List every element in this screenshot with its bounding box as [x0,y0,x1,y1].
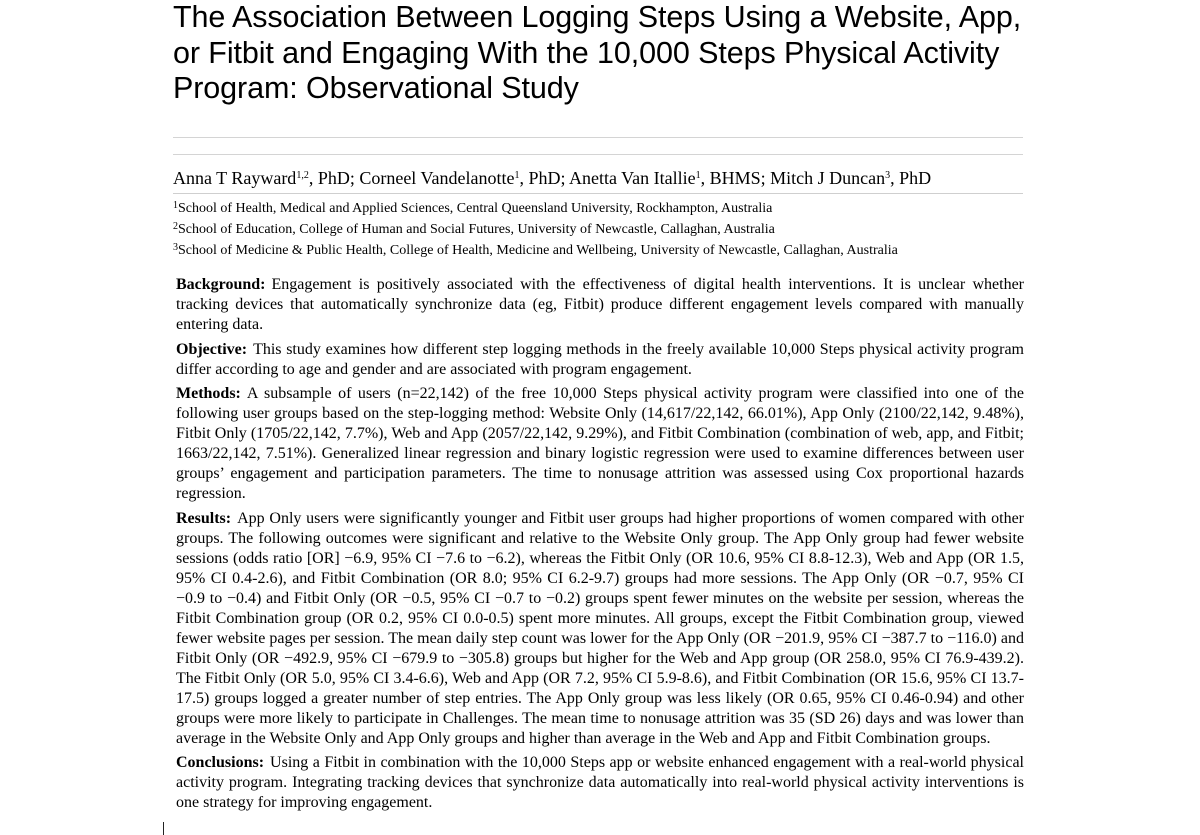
divider [173,154,1023,155]
affiliation-list [173,198,1053,261]
author-affiliation-marker: 1 [514,170,520,181]
author-name: Anna T Rayward [173,168,297,188]
author-affiliation-marker: 3 [885,170,891,181]
author-name: Mitch J Duncan [770,168,886,188]
affiliation-text: School of Medicine & Public Health, College of Health, Medicine and Wellbeing, University of Newcastle, Callaghan, Australia [178,243,898,258]
author-degree: , PhD; [308,168,360,188]
abstract-objective [176,340,1024,380]
affiliation-marker: 2 [173,221,178,232]
author-degree: , PhD; [519,168,569,188]
abstract-methods [176,384,1024,504]
affiliation-marker: 3 [173,242,178,253]
paper-title: The Association Between Logging Steps Using a Website, App, or Fitbit and Engaging With the 10,000 Steps Physical Activity Program: Observational Study [173,0,1022,105]
author-name: Corneel Vandelanotte [359,168,515,188]
abstract-background [176,275,1024,335]
author-degree: , BHMS; [700,168,771,188]
text-cursor-mark [163,822,164,835]
affiliation [173,240,1053,261]
affiliation [173,219,1053,240]
author-name: Anetta Van Itallie [568,168,696,188]
section-text: A subsample of users (n=22,142) of the free 10,000 Steps physical activity program were classified into one of the following user groups based on the step-logging method: Website Only (14,617/22,142, 66.01%), App Only (2100/22,142, 9.48%), Fitbit Only (1705/22,142, 7.7%), Web and App (2057/22,142, 9.29%), and Fitbit Combination (combination of web, app, and Fitbit; 1663/22,142, 7.51%). Generalized linear regression and binary logistic regression were used to examine differences between user groups’ engagement and participation parameters. The time to nonusage attrition was assessed using Cox proportional hazards regression. [176,385,1024,502]
affiliation-text: School of Education, College of Human and Social Futures, University of Newcastle, Callaghan, Australia [178,222,775,237]
affiliation [173,198,1053,219]
abstract [176,275,1024,818]
section-label: Objective: [176,340,248,358]
divider [173,137,1023,138]
abstract-conclusions [176,753,1024,813]
section-label: Methods: [176,385,241,402]
section-text: App Only users were significantly younger and Fitbit user groups had higher proportions of women compared with other groups. The following outcomes were significant and relative to the Website Only group. The App Only group had fewer website sessions (odds ratio [OR] −6.9, 95% CI −7.6 to −6.2), whereas the Fitbit Only (OR 10.6, 95% CI 8.8-12.3), Web and App (OR 1.5, 95% CI 0.4-2.6), and Fitbit Combination (OR 8.0; 95% CI 6.2-9.7) groups had more sessions. The App Only (OR −0.7, 95% CI −0.9 to −0.4) and Fitbit Only (OR −0.5, 95% CI −0.7 to −0.2) groups spent fewer minutes on the website per session, whereas the Fitbit Combination group (OR 0.2, 95% CI 0.0-0.5) spent more minutes. All groups, except the Fitbit Combination group, viewed fewer website pages per session. The mean daily step count was lower for the App Only (OR −201.9, 95% CI −387.7 to −116.0) and Fitbit Only (OR −492.9, 95% CI −679.9 to −305.8) groups but higher for the Web and App group (OR 258.0, 95% CI 76.9-439.2). The Fitbit Only (OR 5.0, 95% CI 3.4-6.6), Web and App (OR 7.2, 95% CI 5.9-8.6), and Fitbit Combination (OR 15.6, 95% CI 13.7-17.5) groups logged a greater number of step entries. The App Only group was less likely (OR 0.65, 95% CI 0.46-0.94) and other groups were more likely to participate in Challenges. The mean time to nonusage attrition was 35 (SD 26) days and was lower than average in the Website Only and App Only groups and higher than average in the Web and App and Fitbit Combination groups. [176,509,1024,747]
section-label: Background: [176,276,266,293]
author-affiliation-marker: 1 [695,170,701,181]
divider [173,193,1023,194]
section-label: Results: [176,509,232,527]
section-text: This study examines how different step logging methods in the freely available 10,000 Steps physical activity program differ according to age and gender and are associated with program engagement. [176,340,1024,378]
section-text: Engagement is positively associated with the effectiveness of digital health interventions. It is unclear whether tracking devices that automatically synchronize data (eg, Fitbit) produce different engagement levels compared with manually entering data. [176,276,1024,333]
author-affiliation-marker: 1,2 [296,170,309,181]
affiliation-marker: 1 [173,200,178,211]
section-text: Using a Fitbit in combination with the 10,000 Steps app or website enhanced engagement with a real-world physical activity program. Integrating tracking devices that synchronize data automatically into real-world physical activity interventions is one strategy for improving engagement. [176,754,1024,811]
author-degree: , PhD [890,168,932,188]
abstract-results [176,509,1024,749]
affiliation-text: School of Health, Medical and Applied Sciences, Central Queensland University, Rockhampton, Australia [178,201,773,216]
author-list [173,166,1053,190]
section-label: Conclusions: [176,754,265,771]
